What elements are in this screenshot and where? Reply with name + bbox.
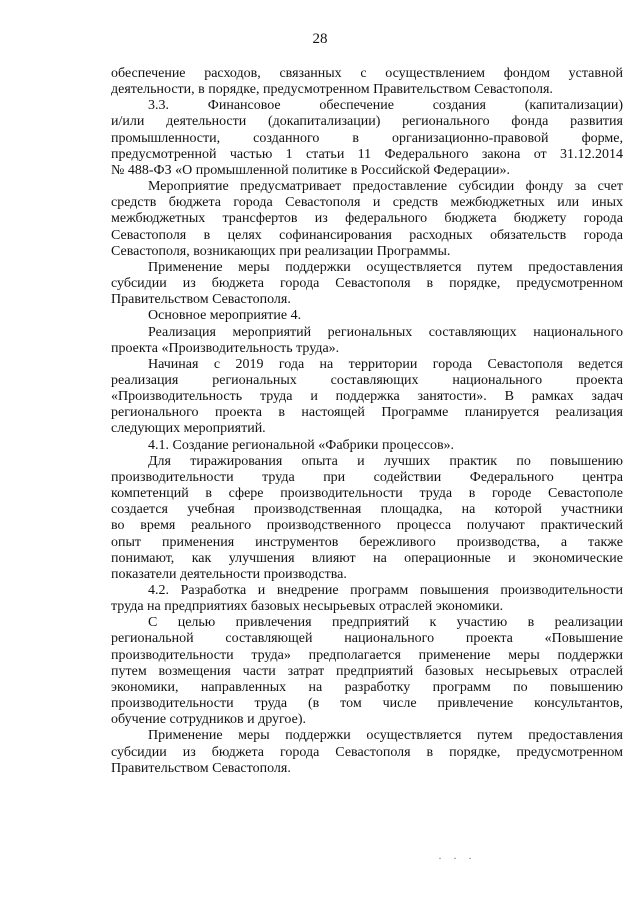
text-line: Мероприятие предусматривает предоставление субсидии фонду за счет (148, 179, 623, 195)
body-text (111, 66, 623, 777)
text-line: компетенций в сфере производительности труда в городе Севастополе (111, 486, 623, 502)
text-line: реализация региональных составляющих национального проекта (111, 372, 623, 388)
text-line: предусмотренной частью 1 статьи 11 Федерального закона от 31.12.2014 (111, 146, 623, 162)
text-line: регионального проекта в настоящей Программе планируется реализация (111, 405, 623, 421)
text-line: 4.1. Создание региональной «Фабрики процессов». (148, 437, 455, 453)
text-line: Начиная с 2019 года на территории города Севастополя ведется (148, 356, 623, 372)
text-line: показатели деятельности производства. (111, 566, 347, 582)
text-line: региональной составляющей национального проекта «Повышение (111, 631, 623, 647)
text-line: № 488-ФЗ «О промышленной политике в Российской Федерации». (111, 162, 510, 178)
text-line: экономики, направленных на разработку программ по повышению (111, 679, 623, 695)
text-line: Правительством Севастополя. (111, 760, 291, 776)
text-line: деятельности, в порядке, предусмотренном Правительством Севастополя. (111, 82, 553, 98)
text-line: опыт применения инструментов бережливого производства, а также (111, 534, 623, 550)
text-line: производительности труда при содействии Федерального центра (111, 469, 623, 485)
text-line: Севастополя, возникающих при реализации Программы. (111, 243, 451, 259)
text-line: производительности труда (в том числе привлечение консультантов, (111, 696, 623, 712)
text-line: С целью привлечения предприятий к участию в реализации (148, 615, 623, 631)
text-line: Применение меры поддержки осуществляется путем предоставления (148, 259, 623, 275)
text-line: Применение меры поддержки осуществляется путем предоставления (148, 728, 623, 744)
text-line: следующих мероприятий. (111, 421, 266, 437)
text-line: обучение сотрудников и другое). (111, 712, 306, 728)
text-line: Севастополя в целях софинансирования расходных обязательств города (111, 227, 623, 243)
text-line: труда на предприятиях базовых несырьевых отраслей экономики. (111, 599, 504, 615)
text-line: 4.2. Разработка и внедрение программ повышения производительности (148, 583, 623, 598)
text-line: 3.3. Финансовое обеспечение создания (капитализации) (148, 98, 623, 114)
text-line: Основное мероприятие 4. (148, 308, 302, 324)
text-line: средств бюджета города Севастополя и средств межбюджетных или иных (111, 195, 623, 211)
text-line: путем возмещения части затрат предприятий базовых несырьевых отраслей (111, 663, 623, 679)
text-line: субсидии из бюджета города Севастополя в порядке, предусмотренном (111, 744, 623, 760)
text-line: понимают, как улучшения влияют на операционные и экономические (111, 550, 623, 566)
text-line: производительности труда» предполагается применение меры поддержки (111, 647, 623, 663)
text-line: субсидии из бюджета города Севастополя в порядке, предусмотренном (111, 276, 623, 292)
text-line: промышленности, созданного в организационно-правовой форме, (111, 130, 623, 146)
text-line: «Производительность труда и поддержка занятости». В рамках задач (111, 389, 623, 405)
text-line: обеспечение расходов, связанных с осуществлением фондом уставной (111, 66, 623, 81)
scan-mark: · · · (438, 851, 476, 865)
text-line: проекта «Производительность труда». (111, 340, 340, 356)
page-number: 28 (312, 31, 328, 47)
text-line: Реализация мероприятий региональных составляющих национального (148, 324, 623, 340)
text-line: Для тиражирования опыта и лучших практик по повышению (148, 453, 623, 469)
text-line: создается учебная производственная площадка, на которой участники (111, 502, 623, 518)
text-line: межбюджетных трансфертов из федерального бюджета бюджету города (111, 211, 623, 227)
text-line: во время реального производственного процесса получают практический (111, 518, 623, 534)
text-line: Правительством Севастополя. (111, 292, 291, 308)
text-line: и/или деятельности (докапитализации) регионального фонда развития (111, 114, 623, 130)
